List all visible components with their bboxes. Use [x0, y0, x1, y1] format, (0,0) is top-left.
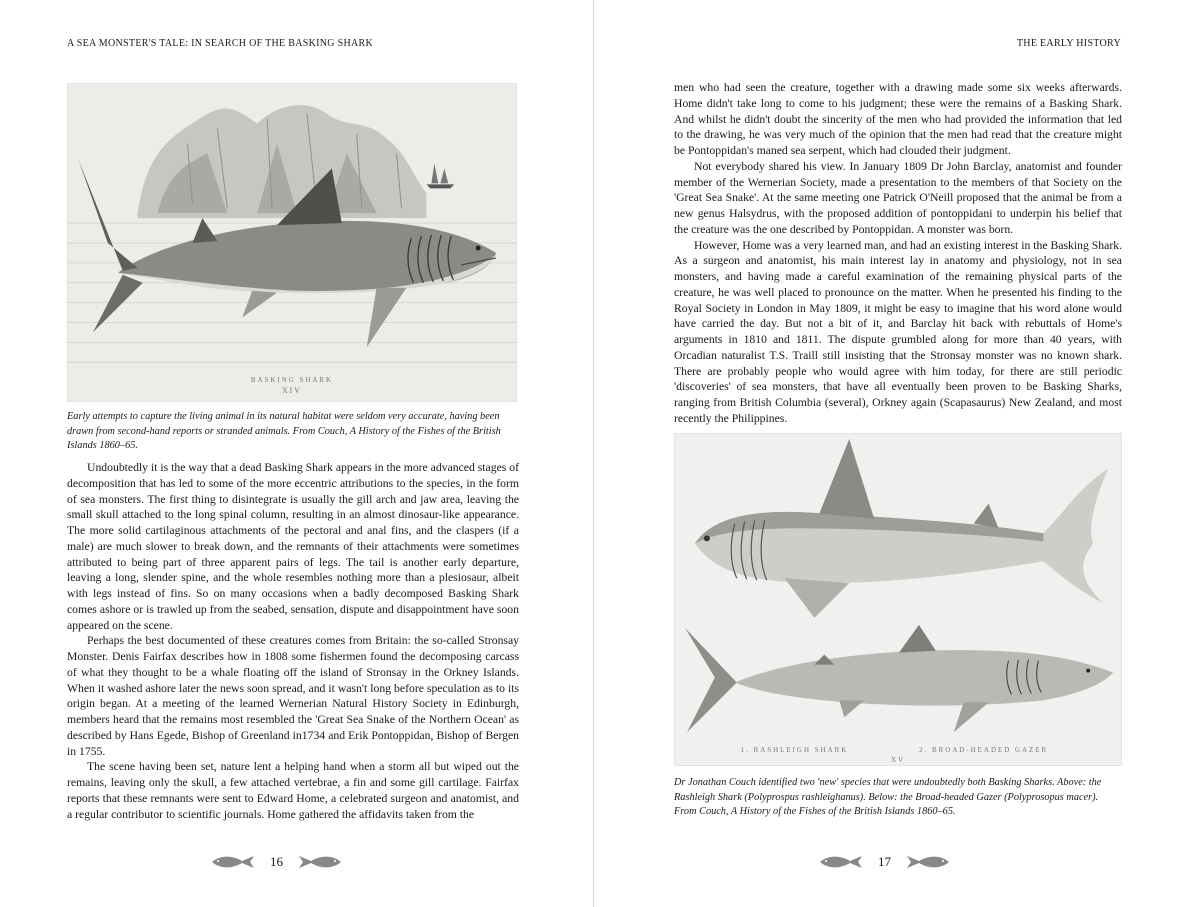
body-text-right [674, 80, 1122, 427]
running-head-right: THE EARLY HISTORY [1016, 38, 1121, 49]
fish-ornament-icon [297, 853, 343, 871]
figure-caption-left: Early attempts to capture the living animal in its natural habitat were seldom very accurate, having been drawn from second-hand reports or stranded animals. From Couch, A History of the Fishes of the British Islands 1860–65. [67, 411, 501, 451]
right-page [594, 0, 1187, 907]
plate-label-xiv: BASKING SHARK [250, 376, 334, 385]
paragraph: Perhaps the best documented of these creatures comes from Britain: the so-called Stronsay Monster. Denis Fairfax describes how in 1808 some fishermen found the decomposing carcass of what they thought to be a whale floating off the island of Stronsay in the Orkney Islands. When it washed ashore later the news soon spread, and it wasn't long before speculation as to its origin began. At a meeting of the learned Wernerian Natural History Society in Edinburgh, members heard that the remains most resembled the 'Great Sea Snake of the Northern Ocean' as described by Hans Egede, Bishop of Greenland in1734 and Erik Pontoppidan, Bishop of Bergen in 1755. [67, 634, 519, 758]
page-number-left: 16 [270, 854, 283, 869]
paragraph: The scene having been set, nature lent a helping hand when a storm all but wiped out the remains, leaving only the skull, a few attached vertebrae, a fin and some gill cartilage. Fairfax reports that these remnants were sent to Edward Home, a celebrated surgeon and anatomist, and a regular contributor to scientific journals. Home gathered the affidavits taken from the [67, 760, 519, 821]
plate-label-rashleigh: 1. RASHLEIGH SHARK [740, 746, 849, 755]
basking-shark-plate [67, 83, 517, 402]
paragraph: Not everybody shared his view. In January 1809 Dr John Barclay, anatomist and founder member of the Wernerian Society, made a presentation to the members of that Society on the 'Great Sea Snake'. At the same meeting one Patrick O'Neill proposed that the animal be from a new genus Halsydrus, with the proposed addition of pontoppidani to underpin his belief that the creature was the one described by Pontoppidan. A monster was born. [674, 159, 1122, 236]
fish-ornament-icon [818, 853, 864, 871]
fish-ornament-icon [210, 853, 256, 871]
fish-ornament-icon [905, 853, 951, 871]
folio-left [210, 853, 343, 871]
paragraph: Undoubtedly it is the way that a dead Basking Shark appears in the more advanced stages of decomposition that has led to some of the more eccentric attributions to the species, in the form of sea monsters. The first thing to disintegrate is usually the gill arch and jaw area, leaving the small skull attached to the long spinal column, resulting in an almost dinosaur-like appearance. The more solid cartilaginous attachments of the pectoral and anal fins, and the claspers (if a male) are much slower to break down, and the remnants of their attachments were sometimes attributed to being part of three apparent pairs of legs. The tail is another early departure, leaving a long, slender spine, and the whole resembles nothing more than a plesiosaur, albeit with legs instead of fins. So on many occasions when a badly decomposed Basking Shark comes ashore or is trawled up from the seabed, sensation, dispute and disappointment have soon appeared on the scene. [67, 461, 519, 632]
paragraph: men who had seen the creature, together with a drawing made some six weeks afterwards. Home didn't take long to come to his judgment; these were the remains of a Basking Shark. And whilst he didn't doubt the sincerity of the men who had provided the information that led to the drawing, he was very much of the opinion that the men had read that the creature might be Pontoppidan's maned sea serpent, which had clouded their judgment. [674, 81, 1122, 157]
folio-right [818, 853, 951, 871]
two-sharks-plate [674, 433, 1122, 766]
plate-number-xv: XV [890, 756, 906, 765]
body-text-left [67, 460, 519, 822]
page-number-right: 17 [878, 854, 891, 869]
plate-number-xiv: XIV [281, 386, 303, 396]
figure-caption-right: Dr Jonathan Couch identified two 'new' species that were undoubtedly both Basking Sharks. Above: the Rashleigh Shark (Polyprospus rashleighanus). Below: the Broad-headed Gazer (Polyprosopus macer). From Couch, A History of the Fishes of the British Islands 1860–65. [674, 777, 1102, 817]
running-head-left: A SEA MONSTER'S TALE: IN SEARCH OF THE BASKING SHARK [67, 38, 373, 49]
plate-label-gazer: 2. BROAD-HEADED GAZER [919, 746, 1049, 755]
paragraph: However, Home was a very learned man, and had an existing interest in the Basking Shark. As a surgeon and anatomist, his main interest lay in anatomy and physiology, not in sea monsters, and having made a careful examination of the remaining physical parts of the creature, he was well placed to pronounce on the matter. When he presented his finding to the Royal Society in London in May 1809, it might be easy to imagine that his word alone would have carried the day. But not a bit of it, and Barclay hit back with rebuttals of Home's arguments in 1810 and 1811. The dispute grumbled along for more than 40 years, with Orcadian naturalist T.S. Traill still insisting that the Stronsay monster was no known shark. There are probably people who would agree with him today, for there are still periodic 'discoveries' of sea monsters, that have all eventually been proven to be Basking Sharks, ranging from British Columbia (several), Orkney again (Scapasaurus) New Zealand, and most recently the Philippines. [674, 238, 1122, 425]
